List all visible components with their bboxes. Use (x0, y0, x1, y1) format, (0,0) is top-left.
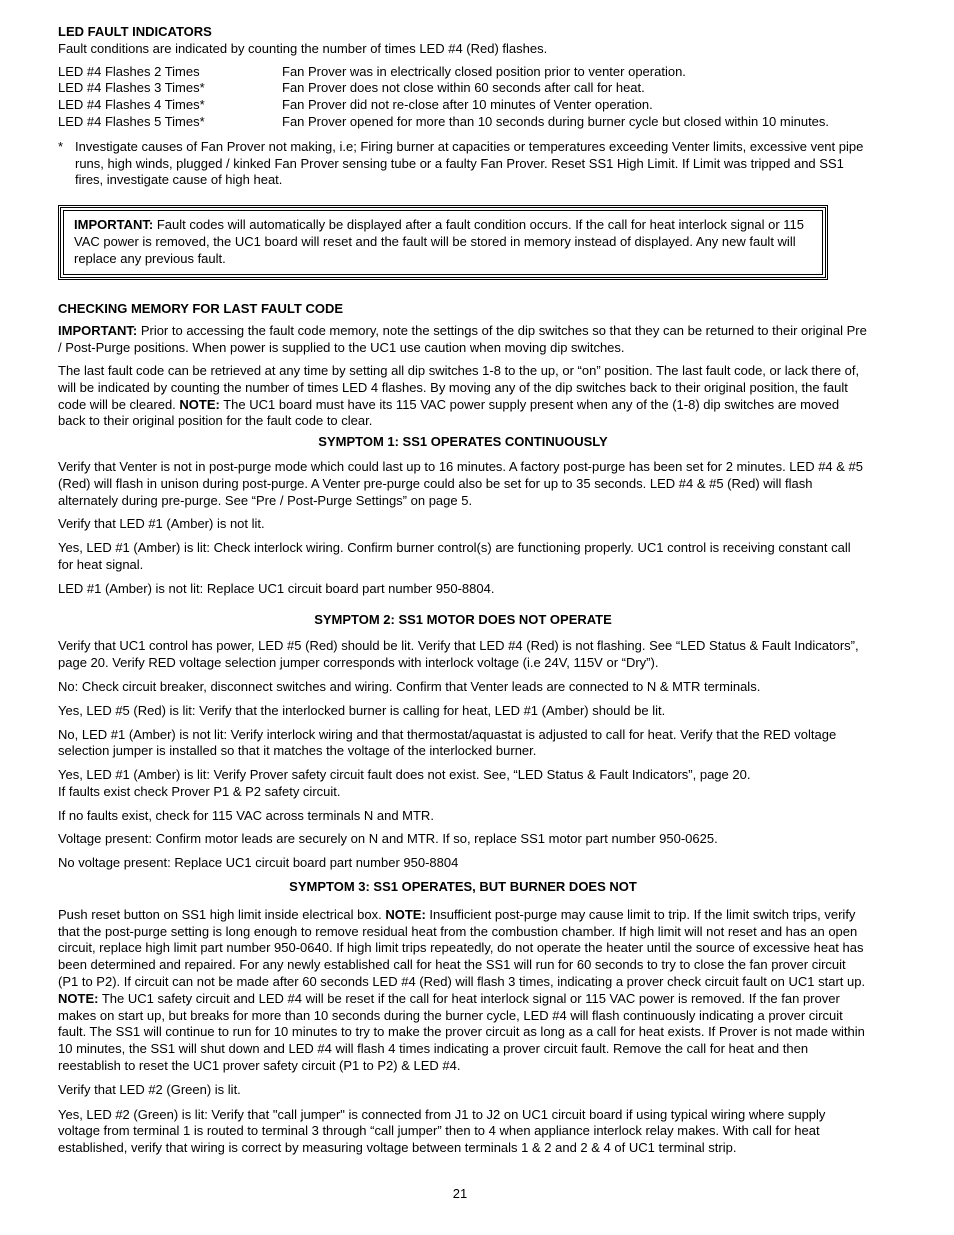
memory-paragraph-1 (58, 323, 868, 357)
led-flash-count: LED #4 Flashes 5 Times* (58, 113, 205, 129)
led-flash-meaning: Fan Prover did not re-close after 10 minutes of Venter operation. (282, 97, 653, 113)
symptom-2-heading: SYMPTOM 2: SS1 MOTOR DOES NOT OPERATE (314, 611, 612, 627)
important-notice-box (58, 205, 828, 279)
led-flash-meaning: Fan Prover was in electrically closed position prior to venter operation. (282, 63, 686, 79)
led-flash-count: LED #4 Flashes 3 Times* (58, 80, 205, 96)
led-fault-row (58, 64, 868, 81)
important-label: IMPORTANT: (58, 323, 138, 339)
symptom-1-paragraph: LED #1 (Amber) is not lit: Replace UC1 circuit board part number 950-8804. (58, 580, 495, 596)
asterisk-note (58, 139, 868, 189)
memory-p1-text: Prior to accessing the fault code memory, note the settings of the dip switches so that they can be returned to their original Pre / Post-Purge positions. When power is supplied to the UC1 use caution when moving dip switches. (58, 323, 867, 356)
symptom-2-paragraph: Voltage present: Confirm motor leads are securely on N and MTR. If so, replace SS1 motor part number 950-0625. (58, 831, 718, 847)
symptom-2-paragraph: If faults exist check Prover P1 & P2 safety circuit. (58, 783, 341, 799)
symptom-3-heading: SYMPTOM 3: SS1 OPERATES, BUT BURNER DOES NOT (289, 879, 637, 895)
led-fault-row (58, 114, 868, 131)
important-label: IMPORTANT: (74, 217, 154, 233)
led-flash-meaning: Fan Prover opened for more than 10 seconds during burner cycle but closed within 10 minutes. (282, 113, 830, 129)
symptom-2-paragraph: No: Check circuit breaker, disconnect switches and wiring. Confirm that Venter leads are connected to N & MTR terminals. (58, 678, 761, 694)
symptom-2-paragraph: If no faults exist, check for 115 VAC across terminals N and MTR. (58, 807, 434, 823)
asterisk-note-text: Investigate causes of Fan Prover not making, i.e; Firing burner at capacities or temperatures exceeding Venter limits, excessive vent pipe runs, high winds, plugged / kinked Fan Prover sensing tube or a faulty Fan Prover. Reset SS1 High Limit. If Limit was tripped and SS1 fires, investigate cause of high heat. (75, 138, 864, 188)
asterisk-mark: * (58, 138, 64, 154)
symptom-3-paragraph-1 (58, 907, 868, 1075)
led-flash-meaning: Fan Prover does not close within 60 seconds after call for heat. (282, 80, 645, 96)
led-fault-table (58, 64, 868, 131)
note-label: NOTE: (385, 906, 426, 922)
led-fault-intro: Fault conditions are indicated by counting the number of times LED #4 (Red) flashes. (58, 40, 548, 56)
led-fault-heading: LED FAULT INDICATORS (58, 24, 212, 39)
note-label: NOTE: (179, 396, 220, 412)
memory-heading: CHECKING MEMORY FOR LAST FAULT CODE (58, 300, 344, 316)
symptom-3-paragraph-3: Yes, LED #2 (Green) is lit: Verify that "call jumper" is connected from J1 to J2 on UC1 circuit board if using typical wiring where supply voltage from terminal 1 is routed to terminal 3 through “call jumper” then to 4 when appliance interlock relay makes. With call for heat established, verify that wiring is correct by measuring voltage between terminals 1 & 2 and 2 & 4 of UC1 terminal strip. (58, 1106, 826, 1156)
document-page (58, 24, 868, 1157)
page-number: 21 (452, 1186, 468, 1201)
symptom-2-paragraph: Yes, LED #1 (Amber) is lit: Verify Prover safety circuit fault does not exist. See, “LED Status & Fault Indicators”, page 20. (58, 767, 751, 783)
led-flash-count: LED #4 Flashes 2 Times (58, 63, 200, 79)
symptom-2-paragraph: Yes, LED #5 (Red) is lit: Verify that the interlocked burner is calling for heat, LED #1 (Amber) should be lit. (58, 702, 666, 718)
symptom-2-paragraph: No voltage present: Replace UC1 circuit board part number 950-8804 (58, 855, 459, 871)
symptom-1-paragraph: Yes, LED #1 (Amber) is lit: Check interlock wiring. Confirm burner control(s) are functioning properly. UC1 control is receiving constant call for heat signal. (58, 540, 851, 572)
symptom-3-paragraph-2: Verify that LED #2 (Green) is lit. (58, 1081, 241, 1097)
memory-paragraph-2 (58, 363, 868, 430)
symptom-2-paragraph: No, LED #1 (Amber) is not lit: Verify interlock wiring and that thermostat/aquastat is adjusted to call for heat. Verify that the RED voltage selection jumper is installed so that it matches the voltage of the interlocked burner. (58, 726, 837, 759)
symptom-3-text: Insufficient post-purge may cause limit to trip. If the limit switch trips, verify that the post-purge setting is long enough to remove residual heat from the combustion chamber. If high limit will not reset and has an open circuit, replace high limit part number 950-0640. If high limit trips repeatedly, do not operate the heater until the source of excessive heat has been determined and repaired. For any newly established call for heat the SS1 will run for 60 seconds to try to close the fan prover circuit (P1 to P2). If circuit can not be made after 60 seconds LED #4 (Red) will flash 3 times, indicating a prover check circuit fault on UC1 start up. (58, 906, 866, 990)
led-flash-count: LED #4 Flashes 4 Times* (58, 97, 205, 113)
symptom-2-paragraph: Verify that UC1 control has power, LED #5 (Red) should be lit. Verify that LED #4 (Red) is not flashing. See “LED Status & Fault Indicators”, page 20. Verify RED voltage selection jumper corresponds with interlock voltage (i.e 24V, 115V or “Dry”). (58, 638, 859, 671)
important-notice-inner (63, 210, 823, 274)
note-label: NOTE: (58, 990, 99, 1006)
led-fault-row (58, 97, 868, 114)
led-fault-row (58, 80, 868, 97)
symptom-1-heading: SYMPTOM 1: SS1 OPERATES CONTINUOUSLY (318, 434, 608, 450)
memory-p2-tail: The UC1 board must have its 115 VAC power supply present when any of the (1-8) dip switches are moved back to their original position for the fault code to clear. (58, 396, 840, 429)
symptom-1-paragraph: Verify that LED #1 (Amber) is not lit. (58, 516, 265, 532)
memory-p2-text: The last fault code can be retrieved at any time by setting all dip switches 1-8 to the up, or “on” position. The last fault code, or lack there of, will be indicated by counting the number of times LED 4 flashes. By moving any of the dip switches back to their original position, the fault code will be cleared. (58, 362, 860, 412)
symptom-3-text: The UC1 safety circuit and LED #4 will be reset if the call for heat interlock signal or 115 VAC power is removed. If the fan prover makes on start up, but breaks for more than 10 seconds during the burner cycle, LED #4 will flash continuously indicating a prover circuit fault. The SS1 will continue to run for 10 minutes to try to make the prover circuit as long as a call for heat exists. If Prover is not made within 10 minutes, the SS1 will shut down and LED #4 will flash 4 times indicating a prover circuit fault. Remove the call for heat and then reestablish to reset the UC1 prover safety circuit (P1 to P2) & LED #4. (58, 990, 865, 1074)
important-text: Fault codes will automatically be displayed after a fault condition occurs. If the call for heat interlock signal or 115 VAC power is removed, the UC1 board will reset and the fault will be stored in memory instead of displayed. Any new fault will replace any previous fault. (74, 217, 805, 266)
symptom-3-text: Push reset button on SS1 high limit inside electrical box. (58, 906, 386, 922)
symptom-1-paragraph: Verify that Venter is not in post-purge mode which could last up to 16 minutes. A factory post-purge has been set for 2 minutes. LED #4 & #5 (Red) will flash in unison during post-purge. A Venter pre-purge could also be set for up to 35 seconds. LED #4 & #5 (Red) will flash alternately during pre-purge. See “Pre / Post-Purge Settings” on page 5. (58, 458, 864, 508)
